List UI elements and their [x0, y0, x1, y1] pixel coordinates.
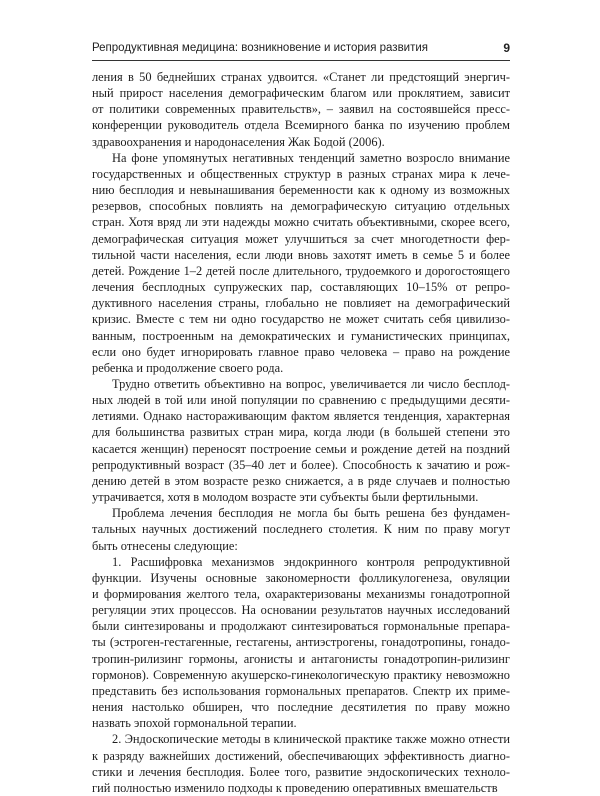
- text-line: представить без использования гормональных препаратов. Спектр их приме-: [92, 683, 510, 698]
- running-title: Репродуктивная медицина: возникновение и история развития: [92, 42, 429, 54]
- text-line: детей. Рождение 1–2 детей после длительного, трудоемкого и дорогостоящего: [92, 263, 510, 278]
- text-line: и формирования желтого тела, охарактеризованы механизмы гонадотропной: [92, 587, 510, 601]
- text-line: дению детей в этом возрасте резко снижается, а в ряде случаев и полностью: [92, 473, 510, 488]
- text-line: утрачивается, хотя в молодом возрасте эти субъекты были фертильными.: [92, 490, 479, 505]
- text-line: На фоне упомянутых негативных тенденций заметно возросло внимание: [112, 150, 510, 165]
- page-number: 9: [503, 41, 510, 55]
- text-line: 1. Расшифровка механизмов эндокринного контроля репродуктивной: [112, 554, 510, 569]
- text-line: Трудно ответить объективно на вопрос, увеличивается ли число бесплод-: [112, 376, 510, 391]
- paragraph: [92, 69, 510, 150]
- text-line: быть отнесены следующие:: [92, 538, 238, 553]
- text-line: для большинства развитых стран мира, когда люди (в большей степени это: [92, 425, 510, 440]
- text-line: ванным, построенным на демократических и гуманистических принципах,: [92, 328, 510, 343]
- text-line: стран. Хотя вряд ли эти надежды можно считать объективными, скорее всего,: [92, 215, 510, 230]
- paragraph: [92, 554, 510, 732]
- text-line: гий полностью изменило подходы к проведению оперативных вмешательств: [92, 780, 498, 795]
- paragraph: [92, 150, 510, 376]
- text-line: 2. Эндоскопические методы в клинической практике также можно отнести: [112, 732, 510, 747]
- text-line: к разряду важнейших достижений, обеспечивающих эффективность диагно-: [92, 748, 510, 763]
- text-line: функции. Изучены основные закономерности фолликулогенеза, овуляции: [92, 570, 510, 585]
- text-line: ных людей в той или иной популяции по сравнению с предыдущими десяти-: [92, 393, 510, 408]
- text-line: тильной части населения, если люди вновь захотят иметь в семье 5 и более: [92, 247, 510, 262]
- text-line: кризис. Вместе с тем ни одно государство не может считать себя цивилизо-: [92, 312, 510, 327]
- text-line: назвать эпохой гормональной терапии.: [92, 716, 297, 731]
- header-divider: [92, 60, 510, 61]
- text-line: Проблема лечения бесплодия не могла бы быть решена без фундамен-: [112, 506, 510, 521]
- text-line: были синтезированы и продолжают синтезироваться гормональные препара-: [92, 619, 510, 634]
- text-line: резервов, способных повлиять на демографическую ситуацию отдельных: [92, 199, 510, 214]
- text-line: от политики современных правительств», – заявил на состоявшейся пресс-: [92, 102, 510, 117]
- body-text: [92, 69, 510, 796]
- text-line: гормонов). Современную акушерско-гинекологическую практику невозможно: [92, 667, 510, 682]
- text-line: ты (эстроген-гестагенные, гестагены, антиэстрогены, гонадотропины, гонадо-: [92, 635, 510, 650]
- text-line: здравоохранения и народонаселения Жак Бодой (2006).: [92, 134, 385, 149]
- text-line: демографическая ситуация может улучшиться за счет многодетности фер-: [92, 231, 510, 246]
- paragraph: [92, 731, 510, 796]
- text-line: лечения бесплодных супружеских пар, составляющих 10–15% от репро-: [92, 280, 510, 295]
- text-line: государственных и общественных структур в разных странах мира к лече-: [92, 166, 510, 181]
- text-line: стики и лечения бесплодия. Более того, развитие эндоскопических техноло-: [92, 764, 510, 779]
- text-line: конференции руководитель отдела Всемирного банка по изучению проблем: [92, 118, 510, 133]
- paragraph: [92, 376, 510, 505]
- text-line: нения настолько обширен, что последние десятилетия по праву можно: [92, 700, 510, 715]
- text-line: дуктивного населения страны, глобально не повлияет на демографический: [92, 296, 510, 311]
- text-line: тропин-рилизинг гормоны, агонисты и антагонисты гонадотропин-рилизинг: [92, 651, 510, 666]
- page-header: [92, 40, 510, 60]
- text-line: тальных научных достижений последнего столетия. К ним по праву могут: [92, 522, 510, 537]
- text-line: ный прирост населения демографическим благом или проклятием, зависит: [92, 86, 510, 101]
- text-line: ребенка и продолжение своего рода.: [92, 360, 284, 375]
- text-line: репродуктивный возраст (35–40 лет и более). Способность к зачатию и рож-: [92, 457, 510, 472]
- text-line: ления в 50 беднейших странах удвоится. «Станет ли предстоящий энергич-: [92, 70, 510, 84]
- text-line: нию бесплодия и невынашивания беременности как к одному из возможных: [92, 183, 510, 198]
- text-line: если оно будет игнорировать главное право человека – право на рождение: [92, 344, 510, 359]
- text-line: регуляции этих процессов. На основании результатов научных исследований: [92, 603, 510, 618]
- text-line: летиями. Однако настораживающим фактом является тенденция, характерная: [92, 409, 510, 424]
- paragraph: [92, 505, 510, 553]
- text-line: касается женщин) переносят построение семьи и рождение детей на поздний: [92, 441, 510, 456]
